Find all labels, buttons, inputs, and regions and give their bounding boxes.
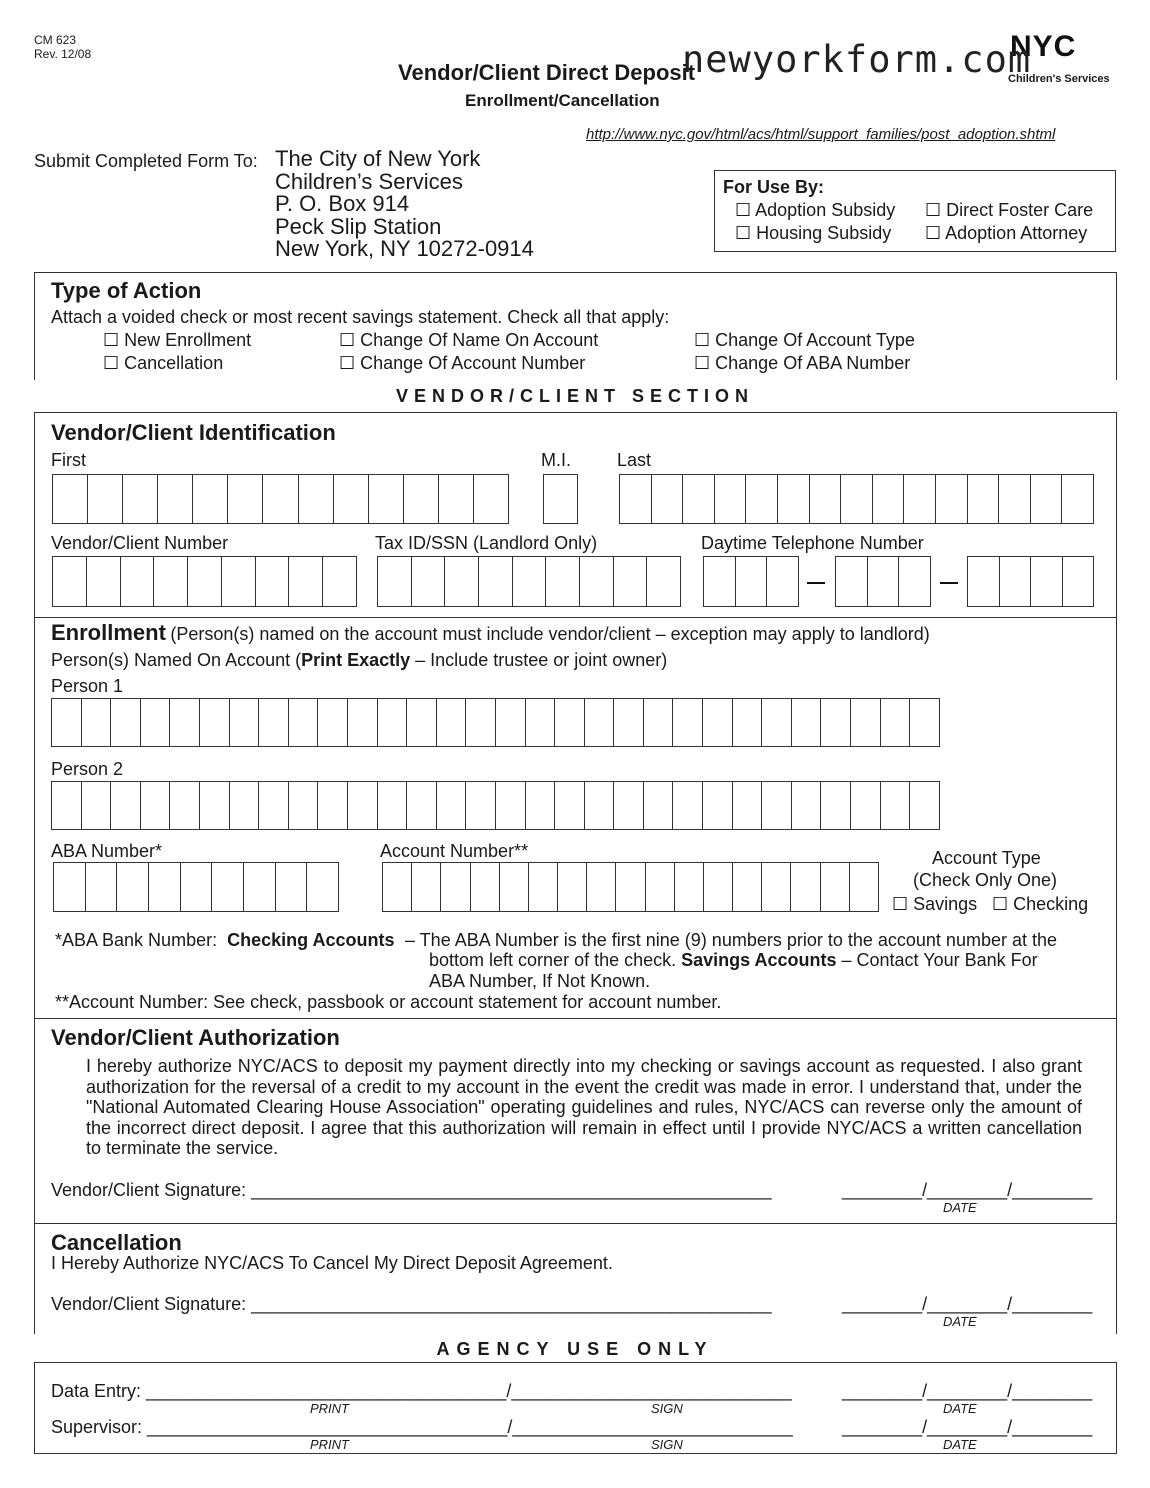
tax-id-input[interactable] [377, 556, 681, 607]
divider [34, 1018, 1117, 1019]
authorization-signature-field[interactable]: Vendor/Client Signature: ____________________________________________________ [51, 1180, 772, 1200]
checking-checkbox[interactable]: ☐ Checking [992, 894, 1089, 914]
cancellation-heading: Cancellation [51, 1230, 182, 1255]
change-name-checkbox[interactable]: ☐ Change Of Name On Account [339, 330, 599, 350]
phone-dash [807, 582, 825, 584]
address-line: Peck Slip Station [275, 214, 442, 239]
date-caption: DATE [943, 1437, 977, 1452]
change-account-type-checkbox[interactable]: ☐ Change Of Account Type [694, 330, 915, 350]
middle-initial-input[interactable] [543, 474, 578, 524]
account-number-input[interactable] [382, 862, 879, 912]
phone-area-code-input[interactable] [703, 556, 799, 607]
enrollment-heading-row [51, 620, 930, 646]
authorization-date-field[interactable]: ________/________/________ [842, 1180, 1093, 1200]
change-account-number-checkbox[interactable]: ☐ Change Of Account Number [339, 353, 586, 373]
type-of-action-instruction: Attach a voided check or most recent savings statement. Check all that apply: [51, 307, 670, 327]
address-line: New York, NY 10272-0914 [275, 236, 534, 261]
print-caption: PRINT [310, 1437, 349, 1452]
for-use-by-box [714, 170, 1116, 252]
phone-dash [940, 582, 958, 584]
sign-caption: SIGN [651, 1401, 683, 1416]
vendor-number-input[interactable] [52, 556, 357, 607]
form-code: CM 623 [34, 33, 77, 47]
divider [34, 1223, 1117, 1224]
address-line: The City of New York [275, 146, 481, 171]
housing-subsidy-checkbox[interactable]: ☐ Housing Subsidy [735, 223, 892, 243]
aba-note-text: – The ABA Number is the first nine (9) numbers prior to the account number at the [405, 930, 1057, 950]
agency-heading: AGENCY USE ONLY [436, 1339, 714, 1359]
supervisor-field[interactable]: Supervisor: ____________________________________/____________________________ [51, 1417, 793, 1437]
cancellation-signature-field[interactable]: Vendor/Client Signature: ____________________________________________________ [51, 1294, 772, 1314]
sign-caption: SIGN [651, 1437, 683, 1452]
form-subtitle: Enrollment/Cancellation [465, 91, 660, 110]
print-caption: PRINT [310, 1401, 349, 1416]
check-one-label: (Check Only One) [913, 870, 1058, 890]
phone-line-input[interactable] [967, 556, 1094, 607]
person2-input[interactable] [51, 781, 940, 830]
account-number-label: Account Number** [380, 841, 529, 861]
supervisor-date-field[interactable]: ________/________/________ [842, 1417, 1093, 1437]
aba-note-text: bottom left corner of the check. Savings Accounts – Contact Your Bank For [429, 950, 1038, 970]
adoption-subsidy-checkbox[interactable]: ☐ Adoption Subsidy [735, 200, 896, 220]
person2-label: Person 2 [51, 759, 124, 779]
divider [34, 617, 1117, 618]
identification-heading: Vendor/Client Identification [51, 420, 336, 445]
cancellation-checkbox[interactable]: ☐ Cancellation [103, 353, 224, 373]
direct-foster-care-checkbox[interactable]: ☐ Direct Foster Care [925, 200, 1094, 220]
cancellation-text: I Hereby Authorize NYC/ACS To Cancel My Direct Deposit Agreement. [51, 1253, 613, 1273]
nyc-logo: NYC [1010, 30, 1077, 63]
aba-note-label: *ABA Bank Number: Checking Accounts [55, 930, 395, 950]
submit-label: Submit Completed Form To: [34, 151, 258, 171]
data-entry-field[interactable]: Data Entry: ____________________________________/____________________________ [51, 1381, 792, 1401]
authorization-text: I hereby authorize NYC/ACS to deposit my payment directly into my checking or savings account as requested. I also grant authorization for the reversal of a credit to my account in the event the credit was made in error. I understand that, under the "National Automated Clearing House Association" operating guidelines and rules, NYC/ACS can reverse only the amount of the incorrect direct deposit. I agree that this authorization will remain in effect until I provide NYC/ACS a written cancellation to terminate the service. [86, 1056, 1082, 1158]
vendor-number-label: Vendor/Client Number [51, 533, 229, 553]
last-name-label: Last [617, 450, 652, 470]
cancellation-date-field[interactable]: ________/________/________ [842, 1294, 1093, 1314]
savings-checkbox[interactable]: ☐ Savings [892, 894, 978, 914]
aba-number-input[interactable] [53, 862, 339, 912]
type-of-action-heading: Type of Action [51, 278, 202, 303]
account-note: **Account Number: See check, passbook or account statement for account number. [55, 992, 722, 1012]
date-caption: DATE [943, 1314, 977, 1329]
form-title: Vendor/Client Direct Deposit [398, 60, 696, 85]
persons-named-label: Person(s) Named On Account (Print Exactly – Include trustee or joint owner) [51, 650, 668, 670]
form-revision: Rev. 12/08 [34, 47, 92, 61]
for-use-by-heading: For Use By: [723, 177, 825, 197]
info-url-link[interactable]: http://www.nyc.gov/html/acs/html/support_families/post_adoption.shtml [586, 126, 1056, 143]
logo-subtitle: Children's Services [1008, 73, 1110, 85]
address-line: P. O. Box 914 [275, 191, 410, 216]
account-type-label: Account Type [932, 848, 1041, 868]
watermark: newyorkform.com [682, 38, 1032, 81]
middle-initial-label: M.I. [541, 450, 571, 470]
first-name-input[interactable] [52, 474, 509, 524]
aba-note-text: ABA Number, If Not Known. [429, 971, 651, 991]
change-aba-number-checkbox[interactable]: ☐ Change Of ABA Number [694, 353, 911, 373]
last-name-input[interactable] [619, 474, 1094, 524]
first-name-label: First [51, 450, 86, 470]
date-caption: DATE [943, 1401, 977, 1416]
address-line: Children’s Services [275, 169, 463, 194]
new-enrollment-checkbox[interactable]: ☐ New Enrollment [103, 330, 252, 350]
enrollment-heading-note: (Person(s) named on the account must include vendor/client – exception may apply to landlord) [170, 624, 930, 644]
person1-input[interactable] [51, 698, 940, 747]
date-caption: DATE [943, 1200, 977, 1215]
phone-label: Daytime Telephone Number [701, 533, 924, 553]
adoption-attorney-checkbox[interactable]: ☐ Adoption Attorney [925, 223, 1088, 243]
data-entry-date-field[interactable]: ________/________/________ [842, 1381, 1093, 1401]
aba-label: ABA Number* [51, 841, 163, 861]
vendor-section-heading: VENDOR/CLIENT SECTION [395, 386, 754, 406]
tax-id-label: Tax ID/SSN (Landlord Only) [375, 533, 598, 553]
enrollment-heading: Enrollment [51, 620, 166, 645]
person1-label: Person 1 [51, 676, 124, 696]
phone-prefix-input[interactable] [835, 556, 931, 607]
authorization-heading: Vendor/Client Authorization [51, 1025, 340, 1050]
